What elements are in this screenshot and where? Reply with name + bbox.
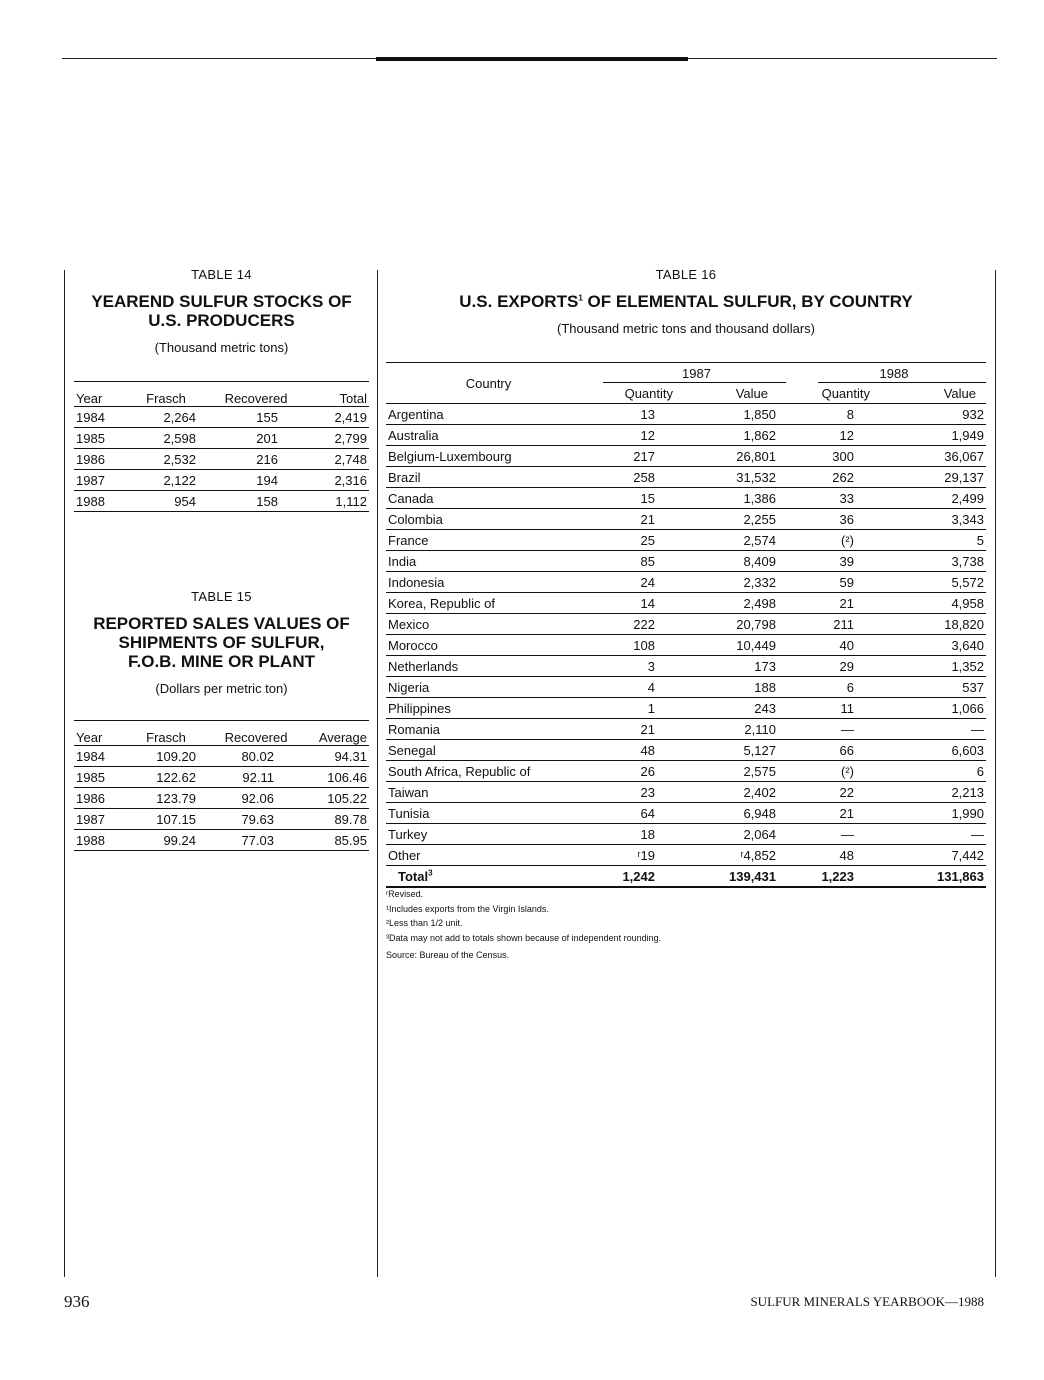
table15-header: Frasch: [126, 721, 206, 746]
table-row: Romania 21 2,110 — —: [386, 719, 986, 740]
source-note: Source: Bureau of the Census.: [386, 950, 510, 960]
table-row: Taiwan 23 2,402 22 2,213: [386, 782, 986, 803]
table16-label: TABLE 16: [655, 267, 717, 282]
table-row: 1984 2,264 155 2,419: [74, 407, 369, 428]
table-row: 1986 123.79 92.06 105.22: [74, 788, 369, 809]
table16: [386, 362, 986, 888]
table-row: Other ʳ19 ʳ4,852 48 7,442: [386, 845, 986, 866]
table15-header: Recovered: [206, 721, 306, 746]
table16-value-header: Value: [886, 383, 986, 404]
table15-heading: [74, 589, 369, 696]
table-row: 1985 122.62 92.11 106.46: [74, 767, 369, 788]
table-row: Colombia 21 2,255 36 3,343: [386, 509, 986, 530]
table14-header-row: [74, 382, 369, 407]
table-row: South Africa, Republic of 26 2,575 (²) 6: [386, 761, 986, 782]
left-column-rule: [64, 270, 65, 1277]
table14-heading: [74, 267, 369, 355]
table-row: Brazil 258 31,532 262 29,137: [386, 467, 986, 488]
running-title: SULFUR MINERALS YEARBOOK—1988: [750, 1294, 984, 1309]
table-row: Canada 15 1,386 33 2,499: [386, 488, 986, 509]
center-column-rule: [377, 270, 378, 1277]
table-row: 1988 99.24 77.03 85.95: [74, 830, 369, 851]
table-row: Nigeria 4 188 6 537: [386, 677, 986, 698]
table-row: Australia 12 1,862 12 1,949: [386, 425, 986, 446]
table15-header-row: [74, 721, 369, 746]
table16-year-1988: 1988: [790, 363, 986, 383]
footnote-1: ¹Includes exports from the Virgin Islands.: [386, 903, 549, 914]
table16-footnotes: [386, 887, 661, 963]
table-row: Philippines 1 243 11 1,066: [386, 698, 986, 719]
table16-quantity-header: Quantity: [591, 383, 691, 404]
table-row: Belgium-Luxembourg 217 26,801 300 36,067: [386, 446, 986, 467]
table14-header: Total: [306, 382, 369, 407]
table16-title: U.S. EXPORTS$^1$ OF ELEMENTAL SULFUR, BY COUNTRY: [459, 292, 913, 311]
table14-label: TABLE 14: [191, 267, 252, 282]
table-row: Turkey 18 2,064 — —: [386, 824, 986, 845]
table-row: Tunisia 64 6,948 21 1,990: [386, 803, 986, 824]
table-row: Netherlands 3 173 29 1,352: [386, 656, 986, 677]
table-row: 1984 109.20 80.02 94.31: [74, 746, 369, 767]
table15-label: TABLE 15: [191, 589, 252, 604]
table16-country-header: Country: [386, 363, 591, 404]
table16-year-1987: 1987: [591, 363, 790, 383]
table15: [74, 720, 369, 851]
table-row: 1985 2,598 201 2,799: [74, 428, 369, 449]
table15-title: REPORTED SALES VALUES OF SHIPMENTS OF SULFUR, F.O.B. MINE OR PLANT: [93, 614, 350, 671]
right-column-rule: [995, 270, 996, 1277]
table15-header: Average: [306, 721, 369, 746]
footnote-revised: ʳRevised.: [386, 889, 424, 899]
table14-header: Frasch: [126, 382, 206, 407]
table-row: Morocco 108 10,449 40 3,640: [386, 635, 986, 656]
table-row: Korea, Republic of 14 2,498 21 4,958: [386, 593, 986, 614]
table-row: 1988 954 158 1,112: [74, 491, 369, 512]
table15-subtitle: (Dollars per metric ton): [155, 681, 288, 696]
table-row: India 85 8,409 39 3,738: [386, 551, 986, 572]
table16-subtitle: (Thousand metric tons and thousand dollars): [557, 321, 815, 336]
table16-heading: [386, 267, 986, 336]
table16-value-header: Value: [691, 383, 790, 404]
table-row: Senegal 48 5,127 66 6,603: [386, 740, 986, 761]
table14: [74, 381, 369, 512]
table14-subtitle: (Thousand metric tons): [154, 340, 289, 355]
table-row: 1987 2,122 194 2,316: [74, 470, 369, 491]
table-row: Argentina 13 1,850 8 932: [386, 404, 986, 425]
table14-title: YEAREND SULFUR STOCKS OF U.S. PRODUCERS: [91, 292, 352, 330]
table-row: Mexico 222 20,798 211 18,820: [386, 614, 986, 635]
page-number: 936: [64, 1292, 90, 1311]
table14-header: Recovered: [206, 382, 306, 407]
table-row: 1987 107.15 79.63 89.78: [74, 809, 369, 830]
table14-header: Year: [74, 382, 126, 407]
table-row: France 25 2,574 (²) 5: [386, 530, 986, 551]
footnote-3: ³Data may not add to totals shown because of independent rounding.: [386, 932, 662, 943]
table-row: 1986 2,532 216 2,748: [74, 449, 369, 470]
table16-total-row: Total$^3$ 1,242 139,431 1,223 131,863: [386, 866, 986, 888]
table16-quantity-header: Quantity: [790, 383, 886, 404]
table16-header-row-years: [386, 363, 986, 383]
footnote-2: ²Less than 1/2 unit.: [386, 918, 463, 928]
table15-header: Year: [74, 721, 126, 746]
top-rule-bold: [376, 57, 688, 61]
table-row: Indonesia 24 2,332 59 5,572: [386, 572, 986, 593]
